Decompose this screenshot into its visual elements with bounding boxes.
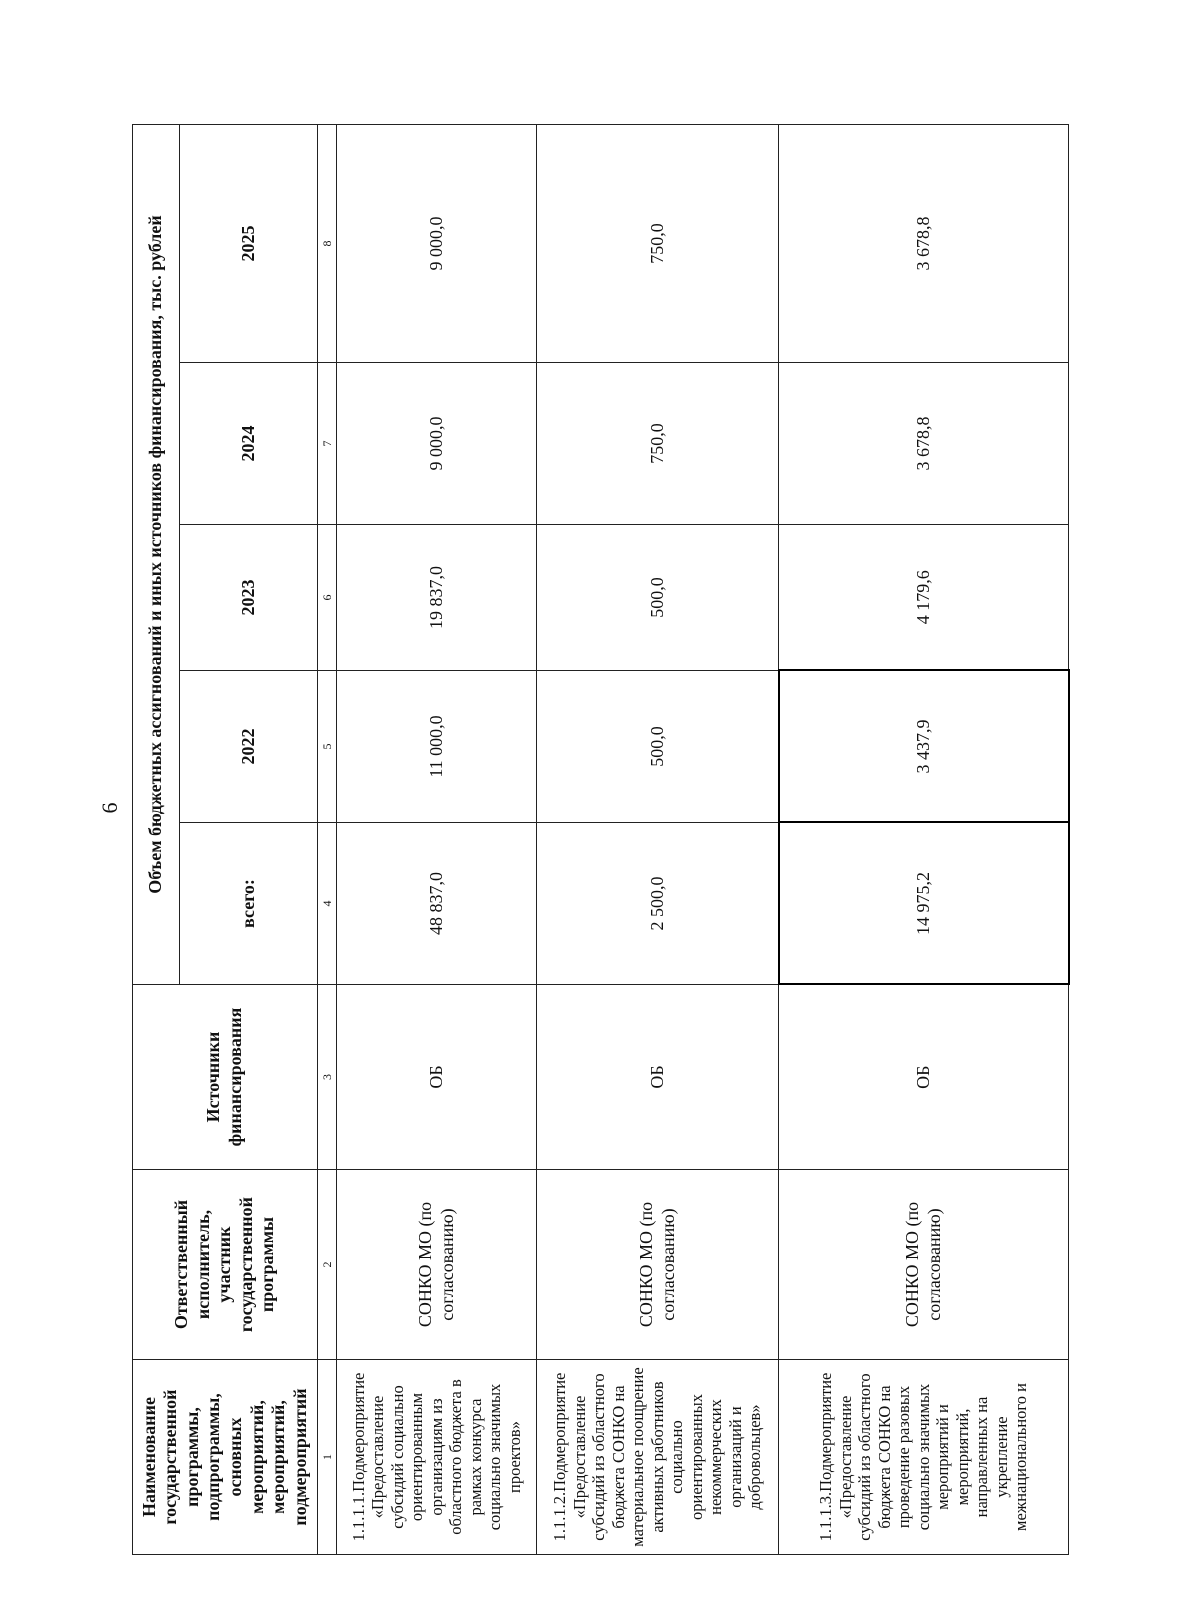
row-2025: 3 678,8 xyxy=(779,125,1069,363)
column-number: 7 xyxy=(318,363,337,525)
row-2022: 11 000,0 xyxy=(337,671,537,823)
row-2024: 750,0 xyxy=(537,363,779,525)
row-executor: СОНКО МО (по согласованию) xyxy=(779,1170,1069,1360)
row-2024: 9 000,0 xyxy=(337,363,537,525)
column-number: 5 xyxy=(318,671,337,823)
column-number: 6 xyxy=(318,525,337,671)
header-total: всего: xyxy=(180,823,318,985)
row-name: 1.1.1.3.Подмероприятие «Предоставление субсидий из областного бюджета СОНКО на проведение разовых социально значимых мероприятий и мероприятий, направленных на укрепление межнационального и xyxy=(779,1360,1069,1555)
row-total: 2 500,0 xyxy=(537,823,779,985)
row-2023: 500,0 xyxy=(537,525,779,671)
row-2025: 9 000,0 xyxy=(337,125,537,363)
row-name: 1.1.1.2.Подмероприятие «Предоставление субсидий из областного бюджета СОНКО на материальное поощрение активных работников социально ориентированных некоммерческих организаций и добровольцев» xyxy=(537,1360,779,1555)
table-row xyxy=(337,125,537,1555)
row-executor: СОНКО МО (по согласованию) xyxy=(337,1170,537,1360)
row-total: 48 837,0 xyxy=(337,823,537,985)
column-number: 4 xyxy=(318,823,337,985)
page-number: 6 xyxy=(97,802,122,814)
header-executor: Ответственный исполнитель, участник государственной программы xyxy=(133,1170,318,1360)
column-number-row xyxy=(318,125,337,1555)
row-source: ОБ xyxy=(779,985,1069,1170)
column-number: 2 xyxy=(318,1170,337,1360)
header-year-2022: 2022 xyxy=(180,671,318,823)
budget-table xyxy=(132,125,1067,1555)
row-executor: СОНКО МО (по согласованию) xyxy=(537,1170,779,1360)
row-2022: 3 437,9 xyxy=(779,671,1069,823)
row-2025: 750,0 xyxy=(537,125,779,363)
header-budget-group: Объем бюджетных ассигнований и иных источников финансирования, тыс. рублей xyxy=(133,125,180,985)
table-row xyxy=(537,125,779,1555)
row-name: 1.1.1.1.Подмероприятие «Предоставление субсидий социально ориентированным организациям из областного бюджета в рамках конкурса социально значимых проектов» xyxy=(337,1360,537,1555)
header-name: Наименование государственной программы, подпрограммы, основных мероприятий, мероприятий, подмероприятий xyxy=(133,1360,318,1555)
row-total: 14 975,2 xyxy=(779,823,1069,985)
row-2023: 19 837,0 xyxy=(337,525,537,671)
header-year-2024: 2024 xyxy=(180,363,318,525)
row-2024: 3 678,8 xyxy=(779,363,1069,525)
header-year-2023: 2023 xyxy=(180,525,318,671)
column-number: 3 xyxy=(318,985,337,1170)
table-row xyxy=(779,125,1069,1555)
header-source: Источники финансирования xyxy=(133,985,318,1170)
row-source: ОБ xyxy=(537,985,779,1170)
column-number: 8 xyxy=(318,125,337,363)
row-2022: 500,0 xyxy=(537,671,779,823)
row-source: ОБ xyxy=(337,985,537,1170)
header-year-2025: 2025 xyxy=(180,125,318,363)
column-number: 1 xyxy=(318,1360,337,1555)
row-2023: 4 179,6 xyxy=(779,525,1069,671)
